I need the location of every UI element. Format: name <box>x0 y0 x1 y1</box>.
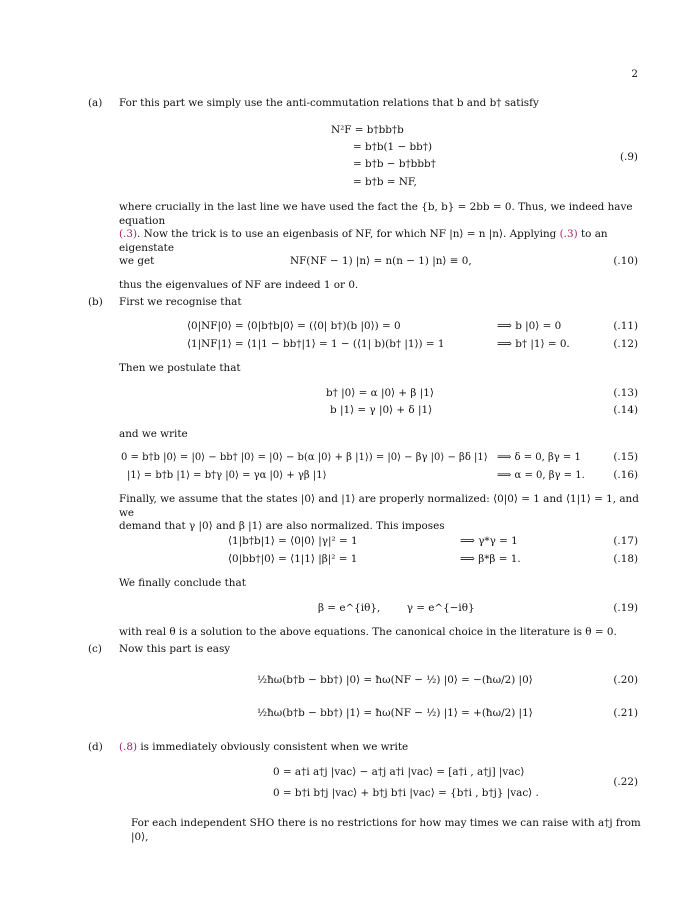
equation-13: b† |0⟩ = α |0⟩ + β |1⟩ <box>326 387 434 399</box>
eq12-number: (.12) <box>613 338 638 350</box>
eq9-line-2: = b†b(1 − bb†) <box>353 141 433 153</box>
eq13-number: (.13) <box>613 387 638 399</box>
write-text: and we write <box>119 428 188 440</box>
item-label-c: (c) <box>88 643 102 655</box>
eq18-lhs: ⟨0|bb†|0⟩ = ⟨1|1⟩ |β|² = 1 <box>228 553 358 565</box>
postulate-text: Then we postulate that <box>119 362 241 374</box>
equation-19: β = e^{iθ}, γ = e^{−iθ} <box>318 602 475 614</box>
eq22-line-2: 0 = b†i b†j |vac⟩ + b†j b†i |vac⟩ = {b†i , b†j} |vac⟩ . <box>273 787 539 799</box>
eq19-number: (.19) <box>613 602 638 614</box>
normalized-line1: Finally, we assume that the states |0⟩ and |1⟩ are properly normalized: ⟨0|0⟩ = 1 and ⟨1|1⟩ = 1, and we <box>119 493 639 519</box>
item-label-b: (b) <box>88 296 103 308</box>
eq16-number: (.16) <box>613 469 638 481</box>
para-a-line1: where crucially in the last line we have used the fact the {b, b} = 2bb = 0. Thus, we indeed have equation <box>119 201 633 227</box>
final-text: For each independent SHO there is no restrictions for how may times we can raise with a†j from |0⟩, <box>131 817 641 843</box>
eq22-number: (.22) <box>613 776 638 788</box>
equation-20: ½ħω(b†b − bb†) |0⟩ = ħω(NF − ½) |0⟩ = −(ħω/2) |0⟩ <box>257 674 533 686</box>
eq15-lhs: 0 = b†b |0⟩ = |0⟩ − bb† |0⟩ = |0⟩ − b(α |0⟩ + β |1⟩) = |0⟩ − βγ |0⟩ − βδ |1⟩ <box>121 452 488 463</box>
page-number: 2 <box>631 68 638 80</box>
eq21-number: (.21) <box>613 707 638 719</box>
normalized-paragraph <box>119 493 649 534</box>
item-label-a: (a) <box>88 97 103 109</box>
para-a-line2b: to an eigenstate <box>119 228 608 254</box>
item-d-intro <box>119 741 639 755</box>
eq15-number: (.15) <box>613 451 638 463</box>
para-a-line3: we get <box>119 255 155 267</box>
equation-14: b |1⟩ = γ |0⟩ + δ |1⟩ <box>330 404 433 416</box>
eq12-rhs: ⟹ b† |1⟩ = 0. <box>497 338 570 350</box>
equation-21: ½ħω(b†b − bb†) |1⟩ = ħω(NF − ½) |1⟩ = +(ħω/2) |1⟩ <box>257 707 533 719</box>
eq9-number: (.9) <box>619 151 638 163</box>
eq17-number: (.17) <box>613 535 638 547</box>
item-a-intro: For this part we simply use the anti-commutation relations that b and b† satisfy <box>119 97 539 109</box>
eq11-number: (.11) <box>613 320 638 332</box>
item-label-d: (d) <box>88 741 103 753</box>
ref-eq3-link[interactable]: (.3) <box>119 228 138 240</box>
eq11-rhs: ⟹ b |0⟩ = 0 <box>497 320 562 332</box>
eq10-number: (.10) <box>613 255 638 267</box>
eq12-lhs: ⟨1|NF|1⟩ = ⟨1|1 − bb†|1⟩ = 1 − (⟨1| b)(b† |1⟩) = 1 <box>187 338 445 350</box>
eq11-lhs: ⟨0|NF|0⟩ = ⟨0|b†b|0⟩ = (⟨0| b†)(b |0⟩) = 0 <box>187 320 401 332</box>
eq20-number: (.20) <box>613 674 638 686</box>
ref-eq8-link[interactable]: (.8) <box>119 741 138 753</box>
item-c-intro: Now this part is easy <box>119 643 231 655</box>
eq15-rhs: ⟹ δ = 0, βγ = 1 <box>497 452 581 463</box>
thus-text: thus the eigenvalues of NF are indeed 1 or 0. <box>119 279 359 291</box>
para-a-line2: . Now the trick is to use an eigenbasis of NF, for which NF |n⟩ = n |n⟩. Applying <box>137 228 560 240</box>
equation-10: NF(NF − 1) |n⟩ = n(n − 1) |n⟩ ≡ 0, <box>290 255 472 267</box>
ref-eq3-link-2[interactable]: (.3) <box>559 228 578 240</box>
eq18-number: (.18) <box>613 553 638 565</box>
normalized-line2: demand that γ |0⟩ and β |1⟩ are also normalized. This imposes <box>119 520 445 532</box>
eq22-line-1: 0 = a†i a†j |vac⟩ − a†j a†i |vac⟩ = [a†i , a†j] |vac⟩ <box>273 766 525 778</box>
eq16-rhs: ⟹ α = 0, βγ = 1. <box>497 470 585 481</box>
item-d-intro-text: is immediately obviously consistent when we write <box>137 741 409 753</box>
eq17-lhs: ⟨1|b†b|1⟩ = ⟨0|0⟩ |γ|² = 1 <box>228 535 358 547</box>
eq14-number: (.14) <box>613 404 638 416</box>
conclude-text: We finally conclude that <box>119 577 246 589</box>
eq9-line-4: = b†b = NF, <box>353 176 417 188</box>
item-b-intro: First we recognise that <box>119 296 242 308</box>
eq9-line-1: N²F = b†bb†b <box>331 124 404 136</box>
eq17-rhs: ⟹ γ*γ = 1 <box>460 535 518 547</box>
eq9-line-3: = b†b − b†bbb† <box>353 158 436 170</box>
eq18-rhs: ⟹ β*β = 1. <box>460 553 521 565</box>
real-theta-text: with real θ is a solution to the above equations. The canonical choice in the literature is θ = 0. <box>119 626 617 638</box>
eq16-lhs: |1⟩ = b†b |1⟩ = b†γ |0⟩ = γα |0⟩ + γβ |1⟩ <box>127 470 327 481</box>
